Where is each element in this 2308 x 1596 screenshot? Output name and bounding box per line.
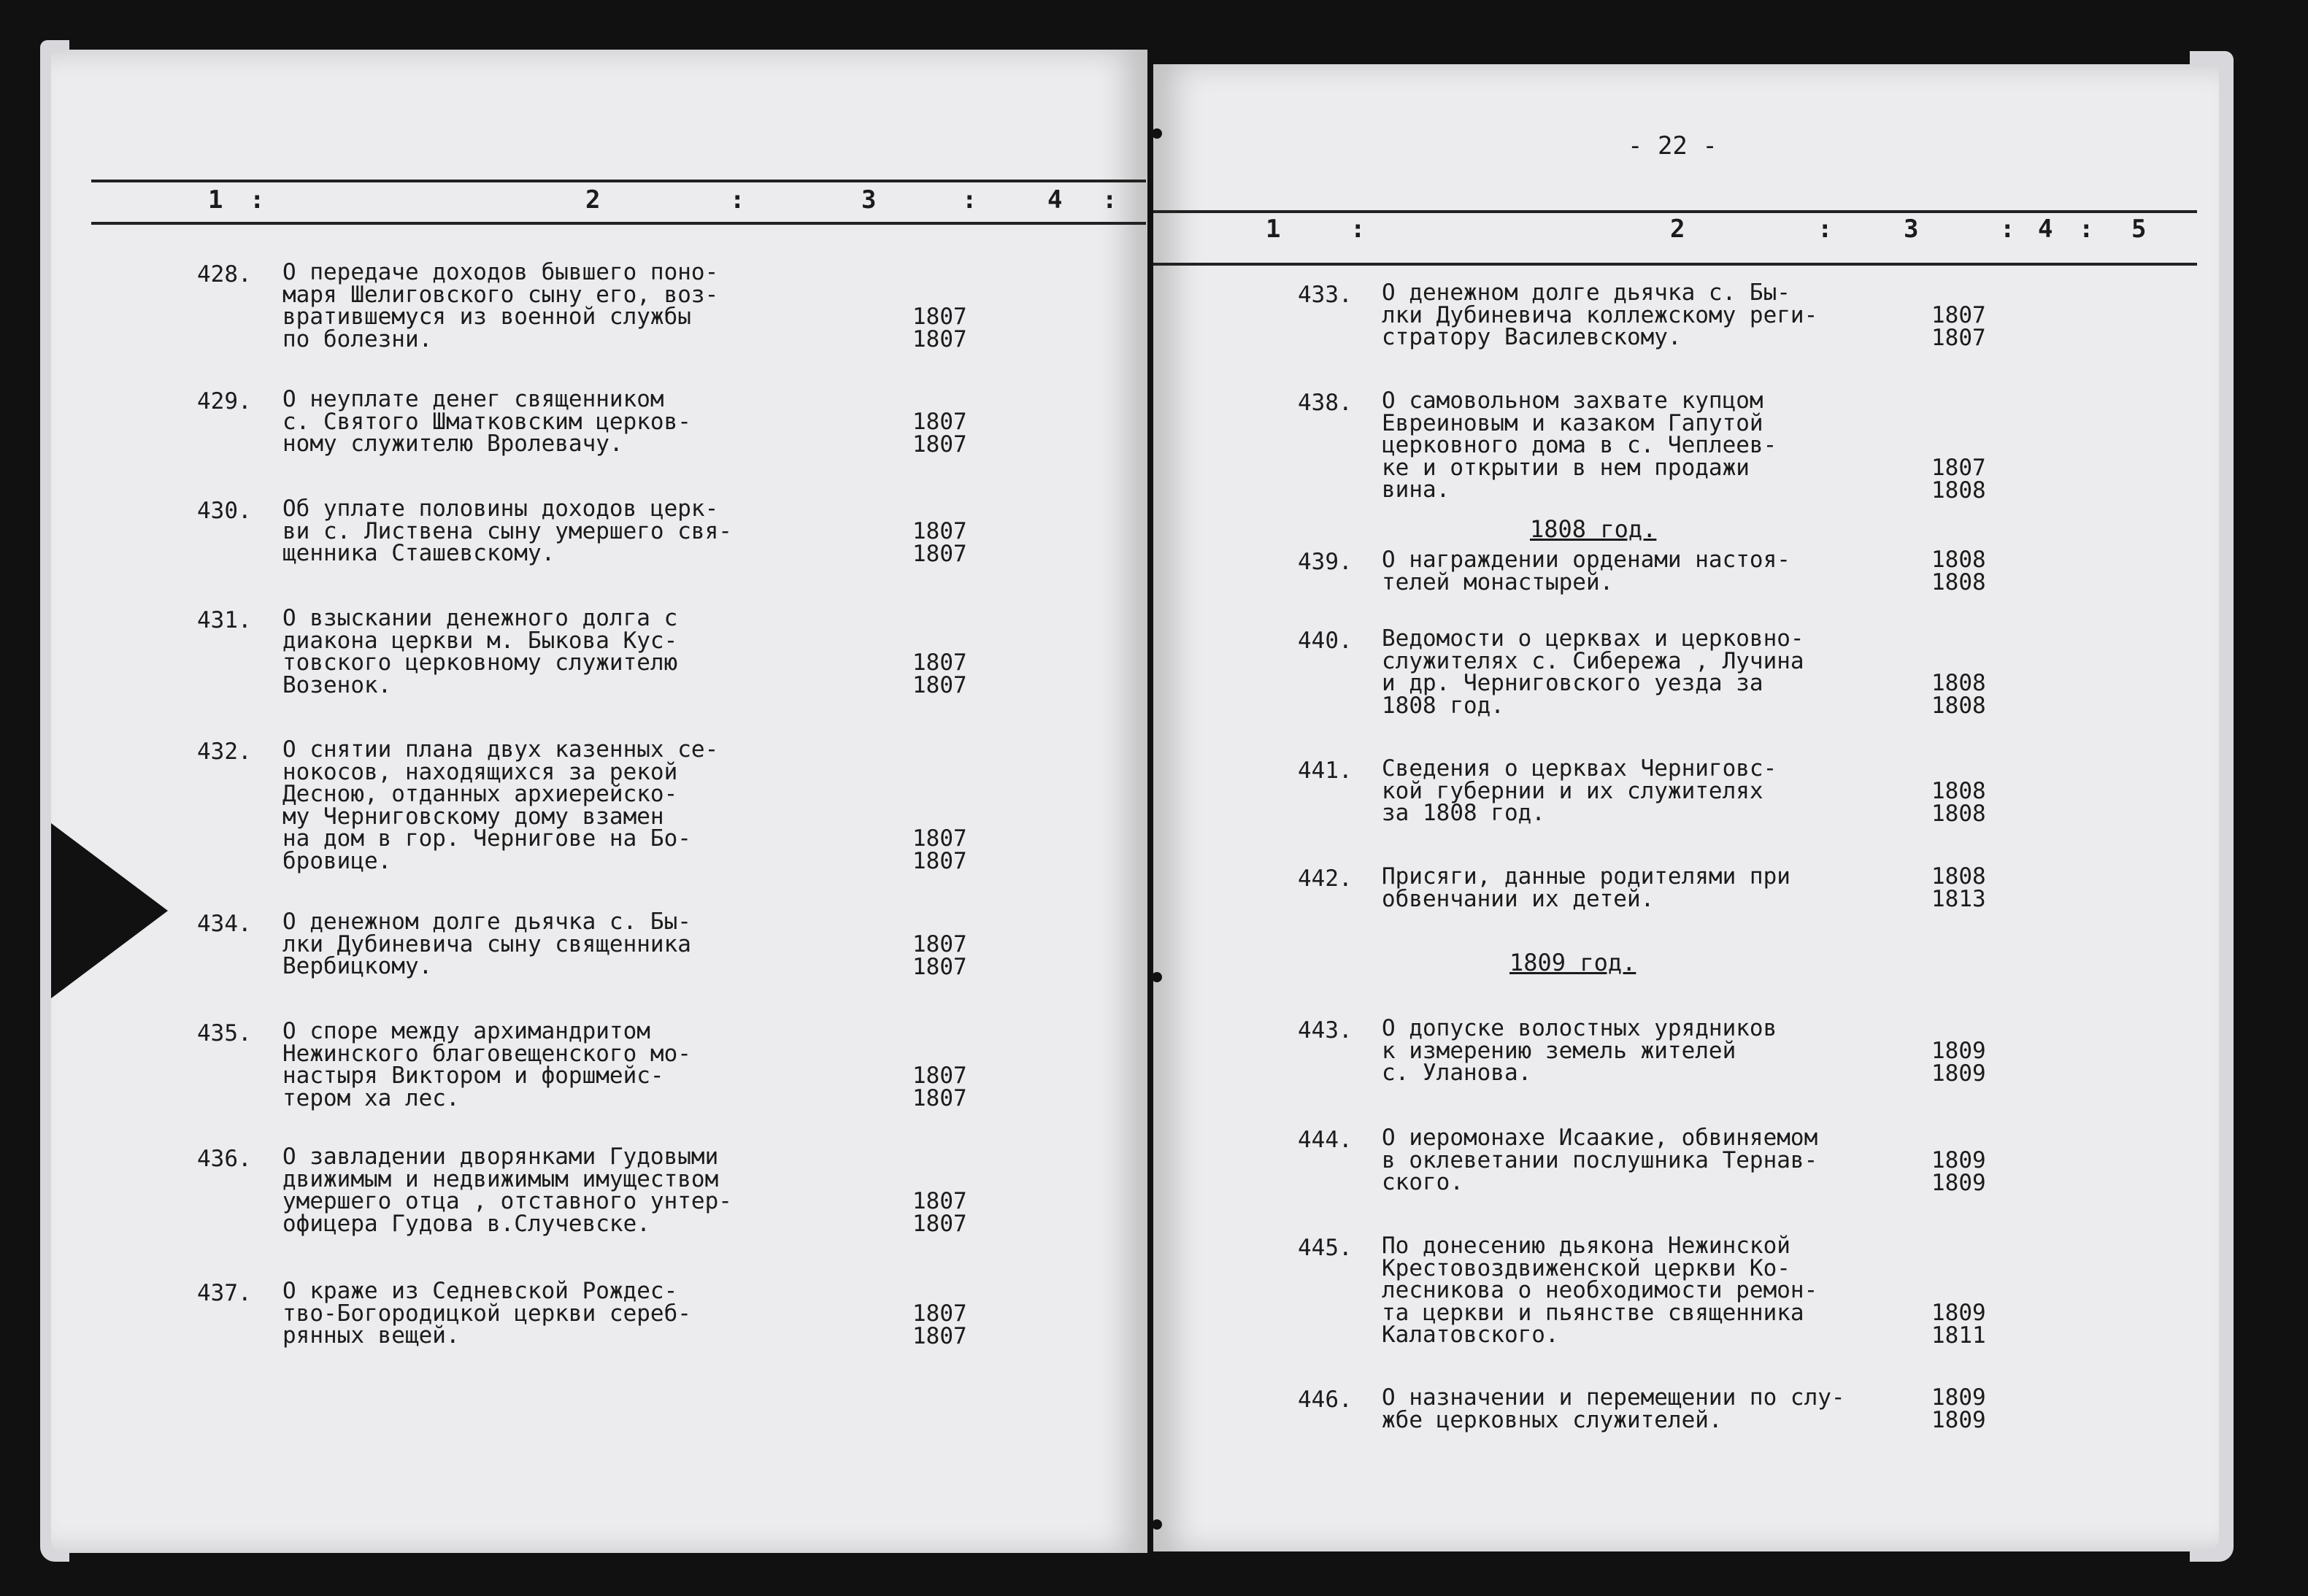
description-line: движимым и недвижимым имуществом: [282, 1165, 719, 1192]
description-line: О снятии плана двух казенных се-: [282, 736, 719, 763]
description-line: О споре между архимандритом: [282, 1018, 650, 1044]
entry-description: [1382, 757, 1777, 825]
entry-number: 442.: [1298, 866, 1353, 892]
description-line: Десною, отданных архиерейско-: [282, 781, 678, 807]
description-line: телей монастырей.: [1382, 568, 1614, 595]
entry-number: 441.: [1298, 757, 1353, 784]
entry-description: [1382, 863, 1790, 912]
description-line: ви с. Листвена сыну умершего свя-: [282, 517, 732, 544]
year-value: 1807: [912, 517, 967, 544]
description-line: с. Уланова.: [1382, 1060, 1532, 1086]
column-separator: :: [2079, 215, 2094, 244]
year-value: 1807: [912, 431, 967, 458]
year-value: 1809: [1931, 1299, 1986, 1326]
description-line: ному служителю Вролевачу.: [282, 431, 623, 457]
column-header-2: 2: [585, 185, 601, 215]
entry-number: 433.: [1298, 282, 1353, 308]
description-line: к измерению земель жителей: [1382, 1037, 1736, 1064]
description-line: Сведения о церквах Черниговс-: [1382, 755, 1777, 782]
column-separator: :: [1817, 215, 1833, 244]
description-line: за 1808 год.: [1382, 800, 1545, 826]
year-value: 1807: [912, 672, 967, 698]
description-line: Вербицкому.: [282, 953, 433, 979]
header-rule-bottom: [91, 222, 1146, 225]
column-header-3: 3: [1904, 215, 1919, 244]
entry-number: 435.: [197, 1020, 252, 1046]
description-line: О денежном долге дьячка с. Бы-: [282, 909, 691, 935]
entry-years: [912, 1190, 967, 1235]
year-value: 1807: [912, 304, 967, 330]
description-line: маря Шелиговского сыну его, воз-: [282, 281, 719, 308]
year-value: 1808: [1931, 863, 1986, 890]
year-value: 1807: [912, 649, 967, 676]
year-value: 1807: [912, 540, 967, 567]
year-value: 1809: [1931, 1407, 1986, 1433]
description-line: в оклеветании послушника Тернав-: [1382, 1146, 1818, 1173]
description-line: О краже из Седневской Рождес-: [282, 1278, 678, 1304]
year-value: 1807: [1931, 324, 1986, 351]
binding-hole: [1152, 1519, 1162, 1530]
entry-description: [1382, 282, 1817, 349]
year-value: 1808: [1931, 670, 1986, 696]
year-value: 1807: [912, 1322, 967, 1349]
entry-years: [1931, 672, 1986, 717]
description-line: тво-Богородицкой церкви сереб-: [282, 1300, 691, 1327]
entry-description: [282, 1146, 732, 1235]
description-line: стратору Василевскому.: [1382, 324, 1682, 350]
description-line: 1808 год.: [1382, 692, 1504, 719]
year-value: 1808: [1931, 693, 1986, 719]
description-line: О неуплате денег священником: [282, 386, 664, 412]
header-rule-bottom: [1153, 263, 2197, 266]
description-line: настыря Виктором и форшмейс-: [282, 1063, 664, 1089]
entry-number: 438.: [1298, 390, 1353, 416]
description-line: рянных вещей.: [282, 1322, 460, 1349]
year-value: 1808: [1931, 569, 1986, 595]
entry-years: [1931, 454, 1986, 504]
entry-years: [1931, 1037, 1986, 1087]
entry-years: [1931, 1146, 1986, 1196]
column-header-1: 1: [208, 185, 223, 215]
description-line: диакона церкви м. Быкова Кус-: [282, 627, 678, 654]
year-value: 1807: [912, 825, 967, 852]
description-line: по болезни.: [282, 325, 433, 352]
year-value: 1808: [1931, 777, 1986, 804]
entry-description: [282, 1020, 691, 1109]
entry-years: [912, 306, 967, 351]
description-line: щенника Сташевскому.: [282, 540, 555, 566]
entry-description: [282, 736, 719, 874]
entry-description: [1382, 390, 1777, 501]
description-line: лесникова о необходимости ремон-: [1382, 1277, 1818, 1303]
description-line: жбе церковных служителей.: [1382, 1406, 1723, 1433]
entry-number: 430.: [197, 498, 252, 524]
description-line: кой губернии и их служителях: [1382, 777, 1763, 804]
column-header-2: 2: [1670, 215, 1685, 244]
entry-description: [282, 1280, 691, 1347]
year-value: 1809: [1931, 1060, 1986, 1087]
entry-number: 436.: [197, 1146, 252, 1172]
entry-number: 440.: [1298, 628, 1353, 654]
column-header-3: 3: [861, 185, 877, 215]
description-line: товского церковному служителю: [282, 649, 678, 676]
description-line: О завладении дворянками Гудовыми: [282, 1144, 719, 1170]
entry-number: 445.: [1298, 1235, 1353, 1261]
page-tear: [51, 823, 168, 998]
entry-description: [1382, 625, 1804, 719]
description-line: та церкви и пьянстве священника: [1382, 1299, 1804, 1326]
entry-number: 432.: [197, 739, 252, 765]
year-heading: 1809 год.: [1509, 949, 1636, 976]
description-line: вина.: [1382, 477, 1450, 503]
entry-number: 429.: [197, 388, 252, 415]
description-line: с. Святого Шматковским церков-: [282, 408, 691, 435]
description-line: Евреиновым и казаком Гапутой: [1382, 409, 1763, 436]
year-value: 1807: [912, 1063, 967, 1089]
column-separator: :: [962, 185, 977, 215]
description-line: По донесению дьякона Нежинской: [1382, 1233, 1790, 1259]
description-line: нокосов, находящихся за рекой: [282, 758, 678, 785]
entry-description: [282, 498, 732, 565]
year-value: 1808: [1931, 800, 1986, 827]
column-separator: :: [730, 185, 745, 215]
year-value: 1809: [1931, 1146, 1986, 1173]
entry-years: [912, 1300, 967, 1349]
description-line: тером ха лес.: [282, 1084, 460, 1111]
column-separator: :: [250, 185, 265, 215]
year-value: 1807: [912, 930, 967, 957]
description-line: ке и открытии в нем продажи: [1382, 454, 1750, 481]
year-value: 1809: [1931, 1037, 1986, 1064]
column-separator: :: [2000, 215, 2015, 244]
entry-years: [1931, 1299, 1986, 1349]
page-number: - 22 -: [1628, 131, 1717, 161]
description-line: О назначении и перемещении по слу-: [1382, 1384, 1845, 1411]
year-value: 1807: [912, 1300, 967, 1327]
entry-description: [282, 388, 691, 455]
description-line: О взыскании денежного долга с: [282, 605, 678, 631]
entry-description: [1382, 1017, 1777, 1084]
description-line: О передаче доходов бывшего поно-: [282, 259, 719, 285]
year-value: 1807: [912, 1211, 967, 1237]
year-value: 1807: [912, 408, 967, 435]
year-heading: 1808 год.: [1530, 515, 1657, 543]
description-line: умершего отца , отставного унтер-: [282, 1188, 732, 1214]
entry-number: 437.: [197, 1280, 252, 1306]
entry-number: 428.: [197, 261, 252, 288]
description-line: О награждении орденами настоя-: [1382, 547, 1790, 573]
description-line: му Черниговскому дому взамен: [282, 803, 664, 830]
year-value: 1807: [1931, 454, 1986, 481]
description-line: Возенок.: [282, 671, 392, 698]
header-rule-top: [91, 180, 1146, 182]
year-value: 1807: [1931, 301, 1986, 328]
description-line: служителях с. Сибережа , Лучина: [1382, 647, 1804, 674]
entry-years: [1931, 777, 1986, 827]
year-value: 1807: [912, 1188, 967, 1214]
description-line: обвенчании их детей.: [1382, 885, 1655, 912]
entry-years: [912, 825, 967, 874]
year-value: 1807: [912, 1085, 967, 1111]
description-line: офицера Гудова в.Случевске.: [282, 1210, 650, 1237]
description-line: лки Дубиневича коллежскому реги-: [1382, 301, 1818, 328]
column-header-4: 4: [1047, 185, 1063, 215]
binding-hole: [1152, 972, 1162, 982]
year-value: 1811: [1931, 1322, 1986, 1349]
entry-description: [282, 261, 718, 350]
entry-number: 443.: [1298, 1017, 1353, 1044]
entry-years: [1931, 1384, 1986, 1433]
entry-years: [1931, 863, 1986, 912]
entry-description: [1382, 1384, 1845, 1433]
entry-years: [912, 408, 967, 458]
description-line: на дом в гор. Чернигове на Бо-: [282, 825, 691, 852]
year-value: 1809: [1931, 1384, 1986, 1411]
description-line: Калатовского.: [1382, 1322, 1559, 1348]
entry-number: 434.: [197, 911, 252, 937]
description-line: и др. Черниговского уезда за: [1382, 670, 1763, 696]
year-value: 1813: [1931, 886, 1986, 912]
header-rule-top: [1153, 210, 2197, 213]
entry-number: 431.: [197, 607, 252, 633]
description-line: О самовольном захвате купцом: [1382, 388, 1763, 414]
description-line: ского.: [1382, 1169, 1463, 1195]
year-value: 1807: [912, 848, 967, 874]
entry-description: [1382, 549, 1790, 593]
entry-description: [282, 911, 691, 978]
column-separator: :: [1350, 215, 1366, 244]
binding-hole: [1152, 128, 1162, 139]
entry-number: 446.: [1298, 1387, 1353, 1413]
description-line: бровице.: [282, 847, 392, 874]
description-line: Присяги, данные родителями при: [1382, 863, 1790, 890]
entry-years: [912, 930, 967, 980]
year-value: 1807: [912, 326, 967, 352]
column-header-1: 1: [1266, 215, 1281, 244]
entry-years: [912, 1065, 967, 1110]
column-separator: :: [1102, 185, 1118, 215]
year-value: 1808: [1931, 547, 1986, 573]
description-line: Ведомости о церквах и церковно-: [1382, 625, 1804, 652]
entry-description: [1382, 1127, 1817, 1194]
year-value: 1808: [1931, 477, 1986, 504]
year-value: 1809: [1931, 1169, 1986, 1196]
entry-years: [1931, 301, 1986, 351]
description-line: лки Дубиневича сыну священника: [282, 930, 691, 957]
description-line: Крестовоздвиженской церкви Ко-: [1382, 1254, 1790, 1281]
entry-years: [912, 649, 967, 698]
entry-years: [912, 517, 967, 567]
column-header-5: 5: [2131, 215, 2147, 244]
description-line: Нежинского благовещенского мо-: [282, 1040, 691, 1067]
year-value: 1807: [912, 953, 967, 980]
entry-years: [1931, 549, 1986, 594]
entry-description: [1382, 1235, 1817, 1346]
entry-description: [282, 607, 677, 696]
column-header-4: 4: [2038, 215, 2053, 244]
entry-number: 439.: [1298, 549, 1353, 575]
description-line: церковного дома в с. Чеплеев-: [1382, 432, 1777, 458]
description-line: О иеромонахе Исаакие, обвиняемом: [1382, 1125, 1818, 1151]
description-line: вратившемуся из военной службы: [282, 304, 691, 330]
description-line: О допуске волостных урядников: [1382, 1015, 1777, 1041]
entry-number: 444.: [1298, 1127, 1353, 1153]
right-page: [1153, 64, 2219, 1551]
description-line: Об уплате половины доходов церк-: [282, 496, 719, 522]
description-line: О денежном долге дьячка с. Бы-: [1382, 280, 1790, 306]
left-page: [51, 50, 1147, 1553]
